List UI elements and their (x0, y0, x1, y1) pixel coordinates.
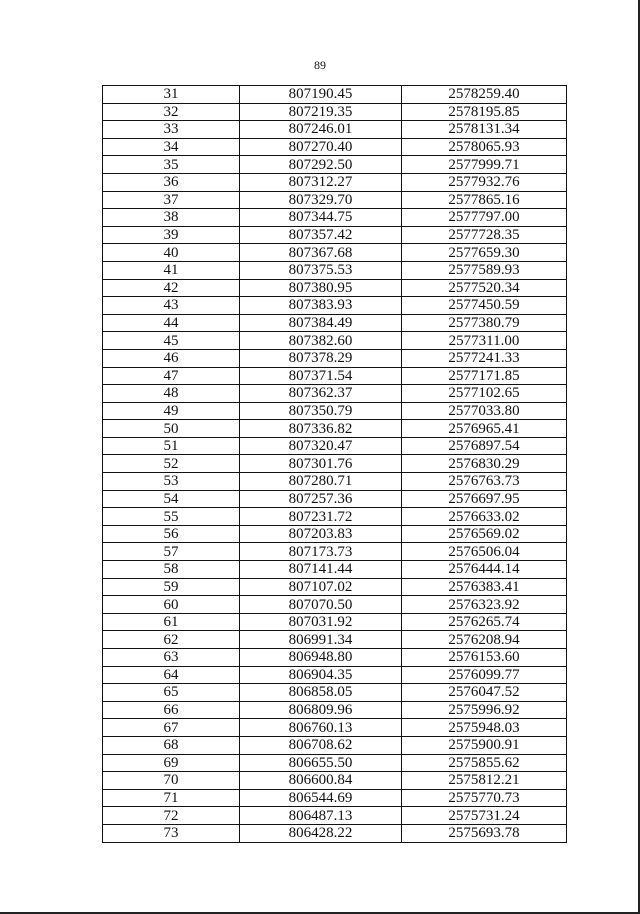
point-number-cell: 57 (103, 543, 240, 561)
point-number-cell: 72 (103, 807, 240, 825)
point-number-cell: 42 (103, 279, 240, 297)
y-coordinate-cell: 2575900.91 (402, 736, 567, 754)
x-coordinate-cell: 806708.62 (240, 736, 402, 754)
x-coordinate-cell: 807301.76 (240, 455, 402, 473)
x-coordinate-cell: 807280.71 (240, 473, 402, 491)
x-coordinate-cell: 807203.83 (240, 525, 402, 543)
x-coordinate-cell: 807141.44 (240, 561, 402, 579)
table-row (103, 209, 567, 227)
page-number: 89 (314, 58, 326, 72)
table-row (103, 824, 567, 842)
table-row (103, 86, 567, 104)
x-coordinate-cell: 807231.72 (240, 508, 402, 526)
point-number-cell: 56 (103, 525, 240, 543)
y-coordinate-cell: 2576208.94 (402, 631, 567, 649)
y-coordinate-cell: 2576265.74 (402, 613, 567, 631)
y-coordinate-cell: 2577171.85 (402, 367, 567, 385)
table-row (103, 807, 567, 825)
y-coordinate-cell: 2578131.34 (402, 121, 567, 139)
y-coordinate-cell: 2577450.59 (402, 297, 567, 315)
y-coordinate-cell: 2577659.30 (402, 244, 567, 262)
point-number-cell: 55 (103, 508, 240, 526)
x-coordinate-cell: 807270.40 (240, 138, 402, 156)
table-row (103, 349, 567, 367)
point-number-cell: 67 (103, 719, 240, 737)
y-coordinate-cell: 2576323.92 (402, 596, 567, 614)
table-row (103, 596, 567, 614)
x-coordinate-cell: 807190.45 (240, 86, 402, 104)
point-number-cell: 62 (103, 631, 240, 649)
table-row (103, 156, 567, 174)
y-coordinate-cell: 2575731.24 (402, 807, 567, 825)
y-coordinate-cell: 2576153.60 (402, 649, 567, 667)
x-coordinate-cell: 806809.96 (240, 701, 402, 719)
point-number-cell: 37 (103, 191, 240, 209)
table-row (103, 684, 567, 702)
point-number-cell: 69 (103, 754, 240, 772)
y-coordinate-cell: 2577380.79 (402, 314, 567, 332)
x-coordinate-cell: 806655.50 (240, 754, 402, 772)
x-coordinate-cell: 806991.34 (240, 631, 402, 649)
y-coordinate-cell: 2576383.41 (402, 578, 567, 596)
point-number-cell: 66 (103, 701, 240, 719)
x-coordinate-cell: 807320.47 (240, 437, 402, 455)
y-coordinate-cell: 2577102.65 (402, 385, 567, 403)
table-row (103, 226, 567, 244)
x-coordinate-cell: 806544.69 (240, 789, 402, 807)
table-row (103, 314, 567, 332)
point-number-cell: 70 (103, 772, 240, 790)
x-coordinate-cell: 807329.70 (240, 191, 402, 209)
y-coordinate-cell: 2576506.04 (402, 543, 567, 561)
point-number-cell: 68 (103, 736, 240, 754)
point-number-cell: 73 (103, 824, 240, 842)
table-row (103, 420, 567, 438)
table-row (103, 138, 567, 156)
point-number-cell: 53 (103, 473, 240, 491)
point-number-cell: 58 (103, 561, 240, 579)
table-row (103, 297, 567, 315)
table-row (103, 649, 567, 667)
x-coordinate-cell: 807367.68 (240, 244, 402, 262)
y-coordinate-cell: 2577311.00 (402, 332, 567, 350)
x-coordinate-cell: 806760.13 (240, 719, 402, 737)
table-row (103, 103, 567, 121)
y-coordinate-cell: 2576697.95 (402, 490, 567, 508)
point-number-cell: 36 (103, 173, 240, 191)
point-number-cell: 64 (103, 666, 240, 684)
table-row (103, 490, 567, 508)
point-number-cell: 49 (103, 402, 240, 420)
x-coordinate-cell: 807362.37 (240, 385, 402, 403)
point-number-cell: 60 (103, 596, 240, 614)
point-number-cell: 59 (103, 578, 240, 596)
table-row (103, 508, 567, 526)
table-row (103, 719, 567, 737)
y-coordinate-cell: 2578259.40 (402, 86, 567, 104)
x-coordinate-cell: 807107.02 (240, 578, 402, 596)
x-coordinate-cell: 807292.50 (240, 156, 402, 174)
x-coordinate-cell: 807257.36 (240, 490, 402, 508)
x-coordinate-cell: 807383.93 (240, 297, 402, 315)
y-coordinate-cell: 2575996.92 (402, 701, 567, 719)
x-coordinate-cell: 806600.84 (240, 772, 402, 790)
point-number-cell: 50 (103, 420, 240, 438)
table-row (103, 244, 567, 262)
x-coordinate-cell: 807350.79 (240, 402, 402, 420)
table-row (103, 578, 567, 596)
point-number-cell: 43 (103, 297, 240, 315)
y-coordinate-cell: 2577589.93 (402, 261, 567, 279)
point-number-cell: 47 (103, 367, 240, 385)
table-row (103, 385, 567, 403)
x-coordinate-cell: 806948.80 (240, 649, 402, 667)
x-coordinate-cell: 807378.29 (240, 349, 402, 367)
point-number-cell: 46 (103, 349, 240, 367)
table-row (103, 455, 567, 473)
table-row (103, 332, 567, 350)
x-coordinate-cell: 807344.75 (240, 209, 402, 227)
x-coordinate-cell: 807382.60 (240, 332, 402, 350)
y-coordinate-cell: 2576569.02 (402, 525, 567, 543)
y-coordinate-cell: 2578195.85 (402, 103, 567, 121)
point-number-cell: 32 (103, 103, 240, 121)
x-coordinate-cell: 807031.92 (240, 613, 402, 631)
table-row (103, 279, 567, 297)
y-coordinate-cell: 2577728.35 (402, 226, 567, 244)
x-coordinate-cell: 806858.05 (240, 684, 402, 702)
x-coordinate-cell: 807312.27 (240, 173, 402, 191)
y-coordinate-cell: 2577520.34 (402, 279, 567, 297)
x-coordinate-cell: 807384.49 (240, 314, 402, 332)
point-number-cell: 35 (103, 156, 240, 174)
x-coordinate-cell: 807357.42 (240, 226, 402, 244)
point-number-cell: 71 (103, 789, 240, 807)
point-number-cell: 52 (103, 455, 240, 473)
table-row (103, 561, 567, 579)
y-coordinate-cell: 2576965.41 (402, 420, 567, 438)
x-coordinate-cell: 806487.13 (240, 807, 402, 825)
table-row (103, 772, 567, 790)
table-row (103, 613, 567, 631)
x-coordinate-cell: 807246.01 (240, 121, 402, 139)
coordinates-table-body (103, 86, 567, 843)
y-coordinate-cell: 2577999.71 (402, 156, 567, 174)
y-coordinate-cell: 2575770.73 (402, 789, 567, 807)
point-number-cell: 45 (103, 332, 240, 350)
y-coordinate-cell: 2577865.16 (402, 191, 567, 209)
point-number-cell: 63 (103, 649, 240, 667)
table-row (103, 121, 567, 139)
y-coordinate-cell: 2577797.00 (402, 209, 567, 227)
point-number-cell: 48 (103, 385, 240, 403)
x-coordinate-cell: 807371.54 (240, 367, 402, 385)
x-coordinate-cell: 807173.73 (240, 543, 402, 561)
table-row (103, 789, 567, 807)
y-coordinate-cell: 2577932.76 (402, 173, 567, 191)
table-row (103, 666, 567, 684)
coordinates-table (102, 85, 567, 843)
point-number-cell: 31 (103, 86, 240, 104)
y-coordinate-cell: 2576897.54 (402, 437, 567, 455)
x-coordinate-cell: 807070.50 (240, 596, 402, 614)
y-coordinate-cell: 2576047.52 (402, 684, 567, 702)
y-coordinate-cell: 2575855.62 (402, 754, 567, 772)
table-row (103, 754, 567, 772)
y-coordinate-cell: 2576444.14 (402, 561, 567, 579)
table-row (103, 402, 567, 420)
x-coordinate-cell: 806428.22 (240, 824, 402, 842)
table-row (103, 525, 567, 543)
x-coordinate-cell: 807375.53 (240, 261, 402, 279)
point-number-cell: 41 (103, 261, 240, 279)
point-number-cell: 61 (103, 613, 240, 631)
point-number-cell: 40 (103, 244, 240, 262)
x-coordinate-cell: 806904.35 (240, 666, 402, 684)
point-number-cell: 38 (103, 209, 240, 227)
y-coordinate-cell: 2575812.21 (402, 772, 567, 790)
y-coordinate-cell: 2576830.29 (402, 455, 567, 473)
x-coordinate-cell: 807336.82 (240, 420, 402, 438)
table-row (103, 543, 567, 561)
point-number-cell: 33 (103, 121, 240, 139)
table-row (103, 701, 567, 719)
table-row (103, 631, 567, 649)
point-number-cell: 34 (103, 138, 240, 156)
y-coordinate-cell: 2576763.73 (402, 473, 567, 491)
point-number-cell: 39 (103, 226, 240, 244)
y-coordinate-cell: 2577033.80 (402, 402, 567, 420)
y-coordinate-cell: 2576099.77 (402, 666, 567, 684)
table-row (103, 367, 567, 385)
y-coordinate-cell: 2575948.03 (402, 719, 567, 737)
point-number-cell: 51 (103, 437, 240, 455)
y-coordinate-cell: 2576633.02 (402, 508, 567, 526)
point-number-cell: 44 (103, 314, 240, 332)
table-row (103, 437, 567, 455)
x-coordinate-cell: 807380.95 (240, 279, 402, 297)
y-coordinate-cell: 2575693.78 (402, 824, 567, 842)
x-coordinate-cell: 807219.35 (240, 103, 402, 121)
table-row (103, 473, 567, 491)
y-coordinate-cell: 2577241.33 (402, 349, 567, 367)
table-row (103, 261, 567, 279)
table-row (103, 736, 567, 754)
point-number-cell: 65 (103, 684, 240, 702)
table-row (103, 173, 567, 191)
y-coordinate-cell: 2578065.93 (402, 138, 567, 156)
table-row (103, 191, 567, 209)
point-number-cell: 54 (103, 490, 240, 508)
